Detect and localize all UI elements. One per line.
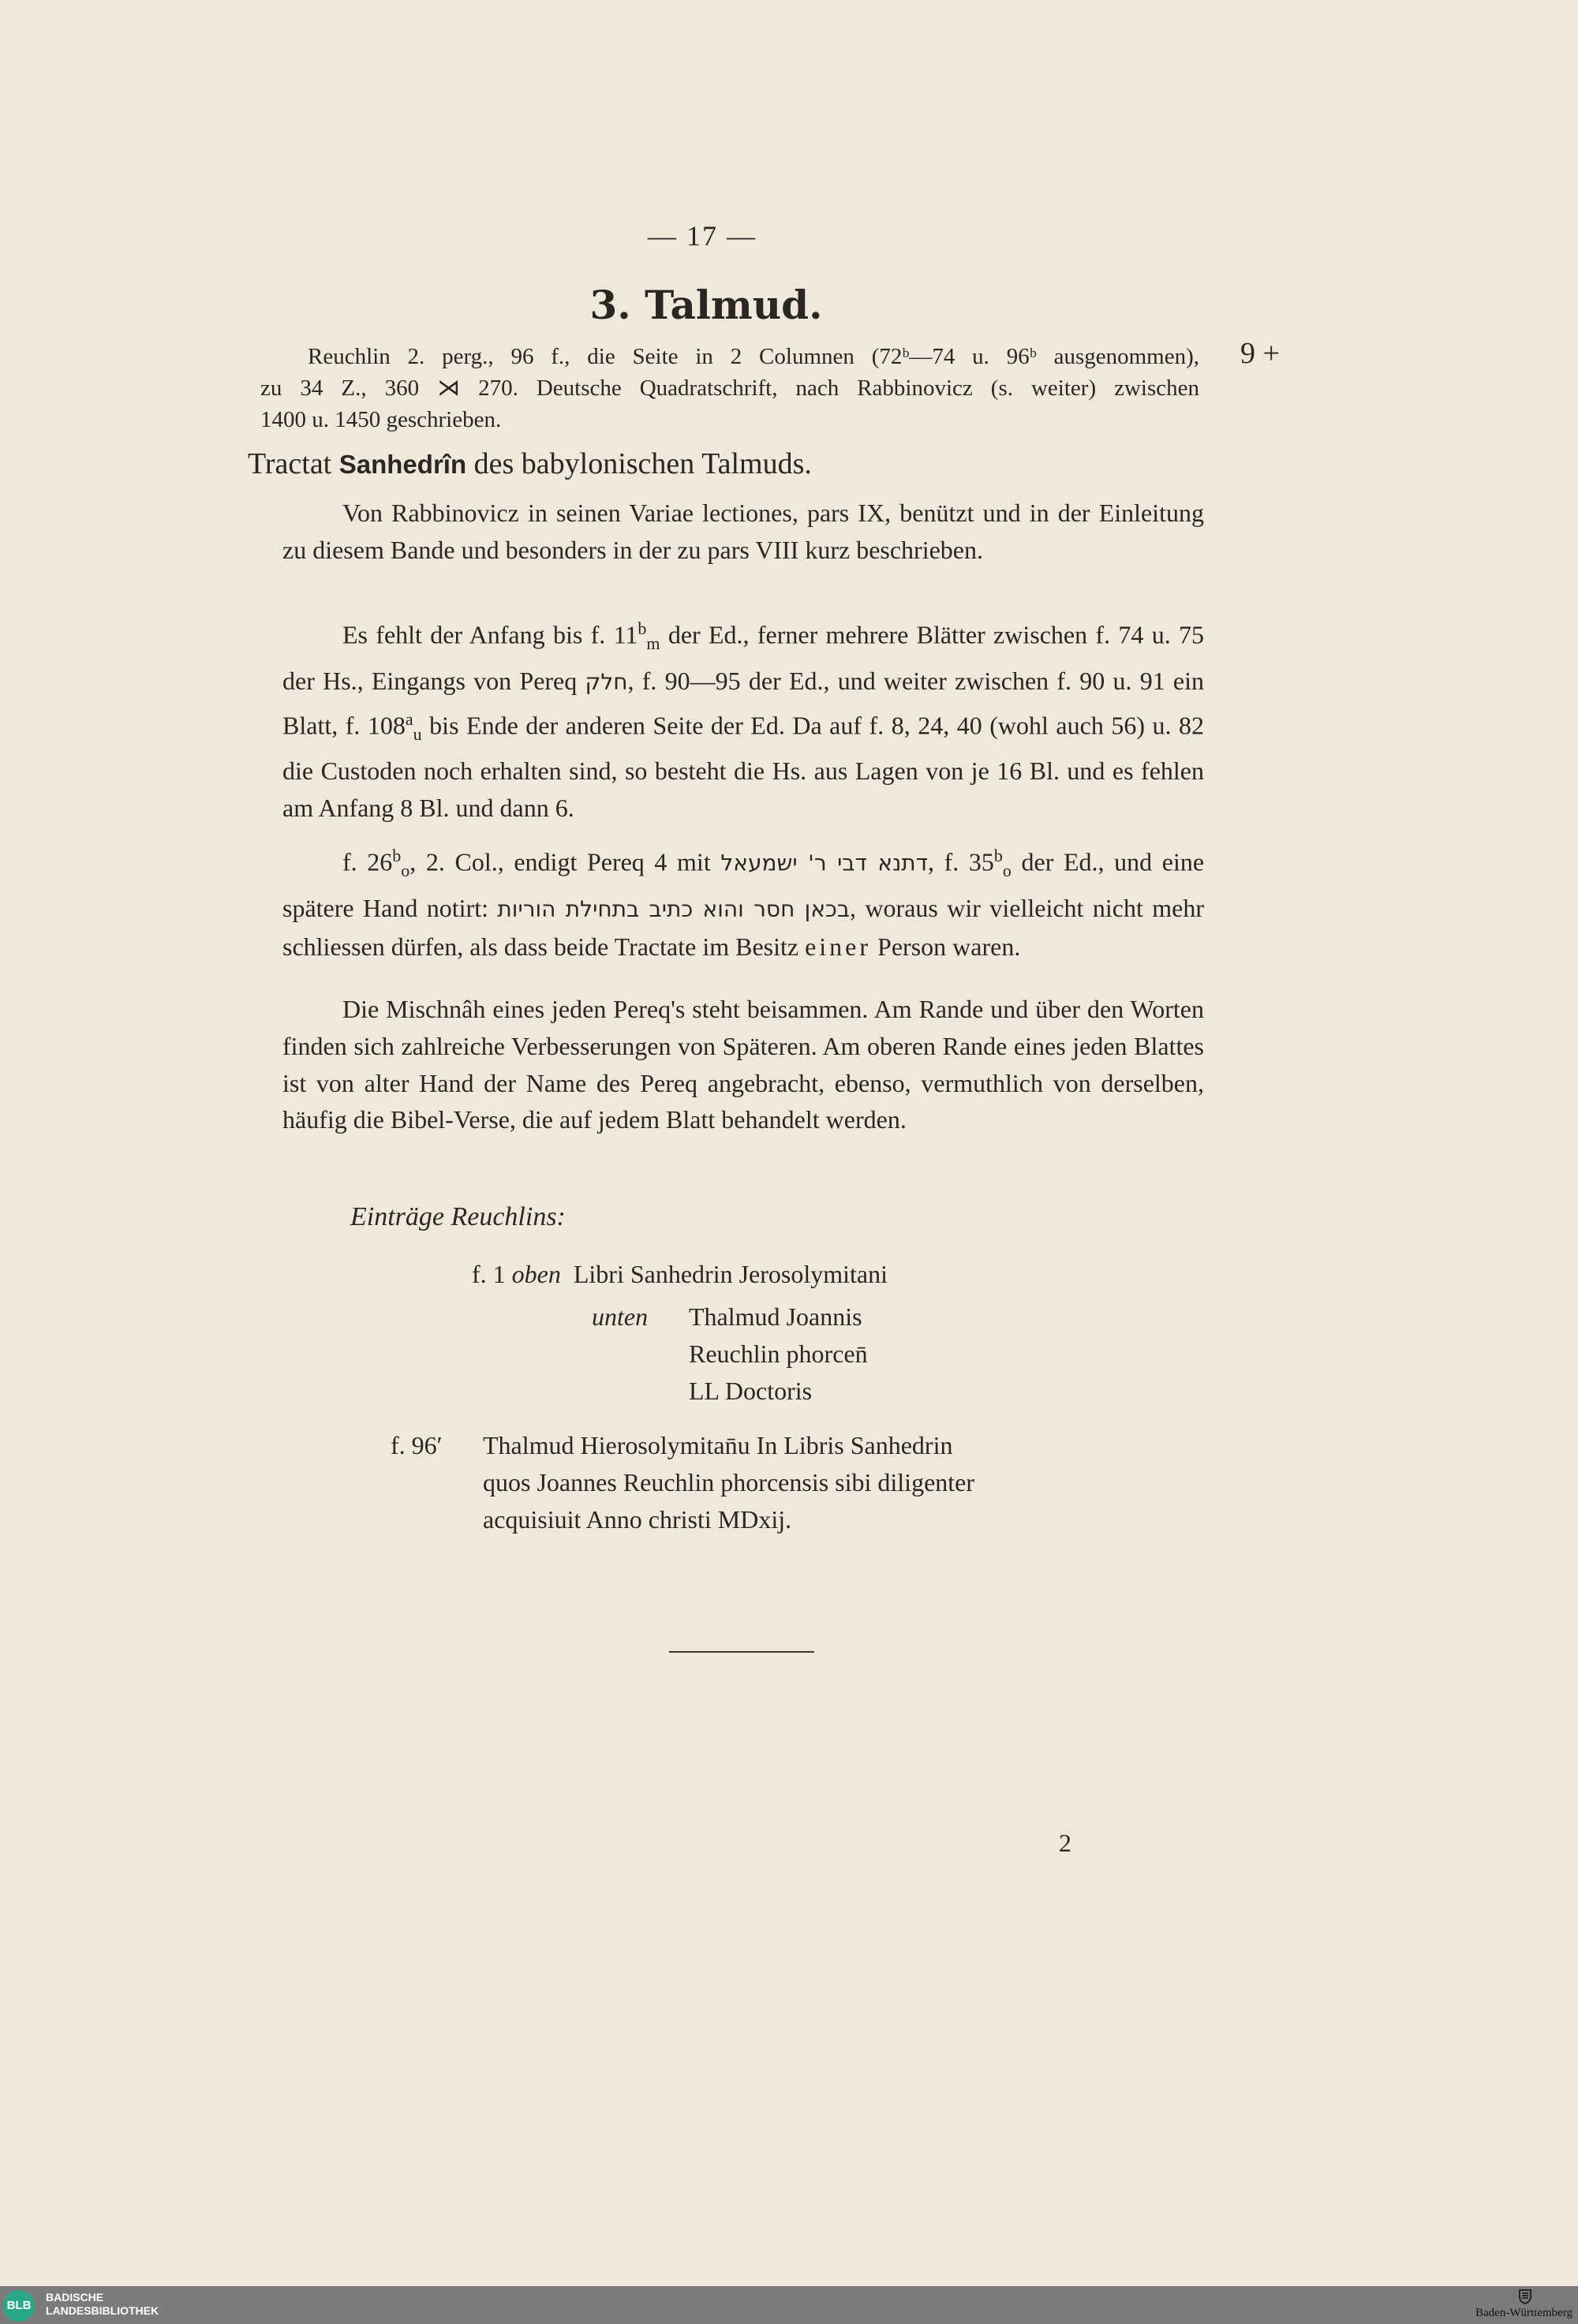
paragraph-2-d: bis Ende der anderen Seite der Ed. Da auf f. 8, 24, 40 (wohl auch 56) u. 82 die Custoden noch erhalten sind, so besteht die Hs. aus Lagen von je 16 Bl. und es fehlen am Anfang 8 Bl. und dann 6. <box>282 711 1205 823</box>
entry-2-line: acquisiuit Anno christi MDxij. <box>483 1505 792 1534</box>
entry-1-bottom-text <box>689 1298 868 1410</box>
entry-1-text: Libri Sanhedrin Jerosolymitani <box>573 1260 888 1288</box>
folio-sub: o <box>401 861 410 881</box>
entries-heading: Einträge Reuchlins: <box>350 1202 566 1231</box>
paragraph-2-b: der Ed., ferner mehrere Blätter zwischen f. 74 u. 75 der Hs., Eingangs von Pereq <box>282 620 1205 695</box>
entry-1-bottom-label: unten <box>592 1302 649 1331</box>
tractat-suffix: des babylonischen Talmuds. <box>466 447 812 480</box>
paragraph-3-e: , woraus wir vielleicht nicht mehr schliessen dürfen, als dass beide Tractate im Besitz <box>282 893 1205 961</box>
description-line-3: 1400 u. 1450 geschrieben. <box>260 407 502 432</box>
description-line-2: zu 34 Z., 360 ⋊ 270. Deutsche Quadratschrift, nach Rabbinovicz (s. weiter) zwischen <box>260 376 1199 401</box>
library-logo-icon: BLB <box>3 2290 35 2322</box>
entry-2-line: quos Joannes Reuchlin phorcensis sibi diligenter <box>483 1468 975 1496</box>
paragraph-3 <box>282 838 1204 965</box>
entry-1-position: oben <box>511 1260 561 1288</box>
hebrew-text: בכאן חסר והוא כתיב בתחילת הוריות <box>497 895 851 922</box>
state-crest-icon <box>1518 2289 1532 2304</box>
paragraph-3-d: der Ed., und eine spätere Hand notirt: <box>282 847 1205 922</box>
folio-sup: b <box>392 846 402 865</box>
region-label: Baden-Württemberg <box>1475 2307 1573 2319</box>
paragraph-1-text: Von Rabbinovicz in seinen Variae lectiones, pars IX, benützt und in der Einleitung zu diesem Bande und besonders in der zu pars VIII kurz beschrieben. <box>282 499 1204 564</box>
folio-sub: u <box>413 723 422 744</box>
entry-1-line: Thalmud Joannis <box>689 1302 862 1331</box>
paragraph-3-f: Person waren. <box>871 932 1021 961</box>
description-line-1: Reuchlin 2. perg., 96 f., die Seite in 2 Columnen (72ᵇ—74 u. 96ᵇ ausgenommen), <box>308 344 1199 369</box>
section-title: 3. Talmud. <box>589 282 823 328</box>
paragraph-3-a: f. 26 <box>342 847 393 876</box>
closing-rule <box>669 1651 814 1653</box>
signature-mark: 2 <box>1059 1829 1071 1857</box>
spaced-word: einer <box>805 932 872 961</box>
tractat-name: Sanhedrîn <box>338 450 467 479</box>
entry-2-folio: f. 96′ <box>391 1431 443 1459</box>
hebrew-text: דתנא דבי ר' ישמעאל <box>720 850 928 876</box>
entry-1-line: LL Doctoris <box>689 1377 813 1405</box>
footer-bar <box>0 2286 1578 2324</box>
library-name-line-2: LANDESBIBLIOTHEK <box>46 2304 159 2317</box>
paragraph-2 <box>282 611 1204 827</box>
library-name-line-1: BADISCHE <box>46 2291 104 2303</box>
hebrew-text: חלק <box>585 668 628 695</box>
page-number: — 17 — <box>648 220 757 252</box>
entry-1-line: Reuchlin phorcen̄ <box>689 1339 868 1368</box>
margin-note: 9 + <box>1240 337 1280 370</box>
tractat-prefix: Tractat <box>248 447 339 480</box>
folio-sup: a <box>405 708 413 729</box>
paragraph-4-text: Die Mischnâh eines jeden Pereq's steht beisammen. Am Rande und über den Worten finden sich zahlreiche Verbesserungen von Späteren. Am oberen Rande eines jeden Blattes ist von alter Hand der Name des Pereq angebracht, ebenso, vermuthlich von derselben, häufig die Bibel-Verse, die auf jedem Blatt behandelt werden. <box>282 995 1204 1134</box>
folio-sub: m <box>646 633 660 654</box>
paragraph-3-b: , 2. Col., endigt Pereq 4 mit <box>409 847 721 876</box>
tractat-heading <box>248 446 812 481</box>
folio-sub: o <box>1002 861 1011 881</box>
entry-1-folio: f. 1 <box>472 1260 512 1288</box>
paragraph-4 <box>282 991 1204 1138</box>
folio-sup: b <box>993 846 1003 865</box>
manuscript-description <box>260 341 1199 435</box>
paragraph-2-a: Es fehlt der Anfang bis f. 11 <box>342 620 638 649</box>
entry-2-line: Thalmud Hierosolymitan̄u In Libris Sanhedrin <box>483 1431 953 1459</box>
paragraph-1 <box>282 495 1204 569</box>
folio-sup: b <box>638 618 647 638</box>
paragraph-2-c: , f. 90—95 der Ed., und weiter zwischen f. 90 u. 91 ein Blatt, f. 108 <box>282 666 1204 740</box>
entry-2-text <box>483 1427 974 1538</box>
entry-1-top <box>472 1256 888 1293</box>
paragraph-3-c: , f. 35 <box>928 847 994 876</box>
library-name <box>46 2291 159 2318</box>
